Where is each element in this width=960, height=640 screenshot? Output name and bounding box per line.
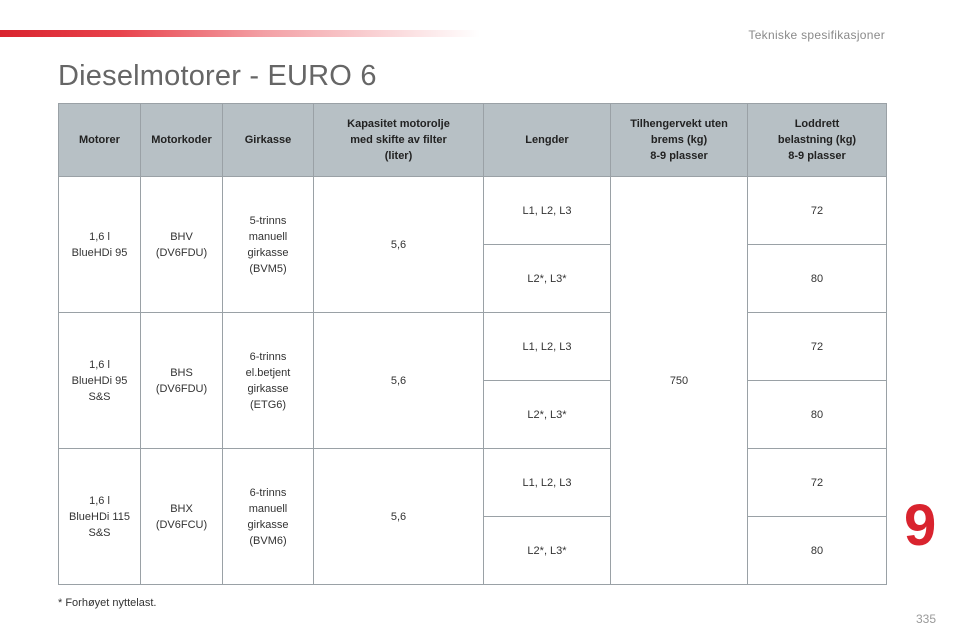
column-header-oil-capacity: Kapasitet motorolje med skifte av filter (liter) bbox=[314, 104, 484, 177]
engine-cell: 1,6 l BlueHDi 115 S&S bbox=[59, 449, 141, 585]
length-cell: L2*, L3* bbox=[484, 245, 611, 313]
table-row bbox=[59, 177, 887, 245]
section-title: Tekniske spesifikasjoner bbox=[748, 28, 885, 42]
length-cell: L1, L2, L3 bbox=[484, 449, 611, 517]
length-cell: L1, L2, L3 bbox=[484, 313, 611, 381]
footnote: * Forhøyet nyttelast. bbox=[58, 597, 157, 609]
length-cell: L1, L2, L3 bbox=[484, 177, 611, 245]
length-cell: L2*, L3* bbox=[484, 517, 611, 585]
vertical-load-cell: 80 bbox=[748, 245, 887, 313]
oil-capacity-cell: 5,6 bbox=[314, 449, 484, 585]
vertical-load-cell: 72 bbox=[748, 449, 887, 517]
header-accent-bar bbox=[0, 30, 480, 37]
column-header-lengder: Lengder bbox=[484, 104, 611, 177]
chapter-number: 9 bbox=[904, 493, 937, 558]
vertical-load-cell: 80 bbox=[748, 517, 887, 585]
table-row bbox=[59, 449, 887, 517]
column-header-motorkoder: Motorkoder bbox=[141, 104, 223, 177]
column-header-vertical-load: Loddrett belastning (kg) 8-9 plasser bbox=[748, 104, 887, 177]
column-header-girkasse: Girkasse bbox=[223, 104, 314, 177]
engine-cell: 1,6 l BlueHDi 95 bbox=[59, 177, 141, 313]
column-header-motorer: Motorer bbox=[59, 104, 141, 177]
table-header-row bbox=[59, 104, 887, 177]
vertical-load-cell: 80 bbox=[748, 381, 887, 449]
spec-table bbox=[58, 103, 887, 585]
engine-code-cell: BHS (DV6FDU) bbox=[141, 313, 223, 449]
table-row bbox=[59, 313, 887, 381]
page-title: Dieselmotorer - EURO 6 bbox=[58, 60, 377, 92]
engine-code-cell: BHX (DV6FCU) bbox=[141, 449, 223, 585]
length-cell: L2*, L3* bbox=[484, 381, 611, 449]
gearbox-cell: 6-trinns manuell girkasse (BVM6) bbox=[223, 449, 314, 585]
oil-capacity-cell: 5,6 bbox=[314, 313, 484, 449]
engine-code-cell: BHV (DV6FDU) bbox=[141, 177, 223, 313]
gearbox-cell: 5-trinns manuell girkasse (BVM5) bbox=[223, 177, 314, 313]
page-number: 335 bbox=[915, 612, 936, 626]
oil-capacity-cell: 5,6 bbox=[314, 177, 484, 313]
gearbox-cell: 6-trinns el.betjent girkasse (ETG6) bbox=[223, 313, 314, 449]
column-header-trailer-weight: Tilhengervekt uten brems (kg) 8-9 plasser bbox=[611, 104, 748, 177]
vertical-load-cell: 72 bbox=[748, 177, 887, 245]
trailer-weight-cell: 750 bbox=[611, 177, 748, 585]
vertical-load-cell: 72 bbox=[748, 313, 887, 381]
engine-cell: 1,6 l BlueHDi 95 S&S bbox=[59, 313, 141, 449]
